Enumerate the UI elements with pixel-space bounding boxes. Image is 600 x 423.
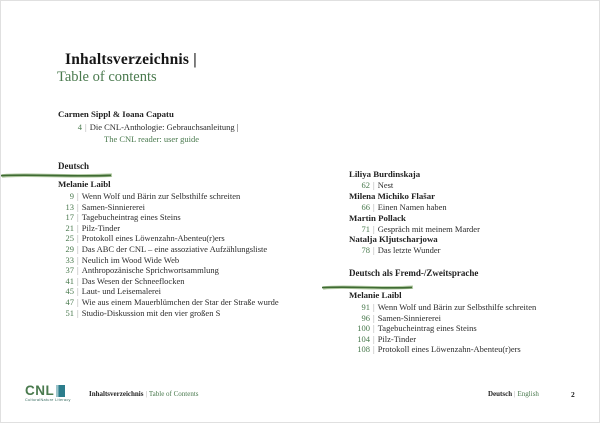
toc-separator: | — [373, 323, 375, 334]
toc-separator: | — [373, 245, 375, 256]
toc-separator: | — [373, 179, 375, 190]
toc-page-number: 13 — [65, 201, 74, 212]
footer-language-label — [488, 390, 539, 398]
toc-page-number: 96 — [361, 312, 370, 323]
toc-entry — [66, 122, 308, 133]
toc-page-number: 33 — [65, 254, 74, 265]
page-number: 2 — [571, 390, 575, 399]
footer-section-english: Table of Contents — [148, 390, 199, 398]
toc-page-number: 47 — [65, 296, 74, 307]
author-name: Liliya Burdinskaja — [349, 169, 421, 179]
author-name: Melanie Laibl — [58, 179, 111, 189]
toc-entry-title: Samen-Sinniererei — [81, 201, 145, 212]
toc-entry-title: Tagebucheintrag eines Steins — [81, 212, 181, 223]
toc-entry — [58, 202, 338, 213]
toc-entry-title: Das ABC der CNL – eine assoziative Aufzählungsliste — [81, 243, 268, 254]
toc-separator: | — [77, 212, 79, 223]
author-name: Natalja Kljutscharjowa — [349, 234, 438, 245]
toc-page-number: 41 — [65, 275, 74, 286]
toc-separator: | — [77, 201, 79, 212]
toc-entry — [349, 302, 589, 313]
toc-entry-title: Pilz-Tinder — [377, 333, 417, 344]
toc-page-number: 51 — [65, 307, 74, 318]
cnl-logo-block-icon — [56, 385, 65, 397]
toc-entry-title: Gespräch mit meinem Marder — [377, 223, 480, 234]
toc-separator: | — [373, 312, 375, 323]
right-column-authors — [349, 169, 589, 256]
toc-entry — [58, 244, 338, 255]
page-title-german: Inhaltsverzeichnis | — [65, 51, 197, 68]
intro-block — [58, 109, 308, 144]
footer-separator: | — [145, 390, 147, 398]
toc-entry-title: Protokoll eines Löwenzahn-Abenteu(r)ers — [377, 344, 521, 355]
toc-separator: | — [77, 222, 79, 233]
toc-separator: | — [77, 233, 79, 244]
toc-separator: | — [77, 275, 79, 286]
toc-entry — [349, 344, 589, 355]
author-name: Melanie Laibl — [349, 290, 402, 300]
toc-entry-title: Tagebucheintrag eines Steins — [377, 323, 477, 334]
cnl-logo-text: CNL — [25, 383, 55, 398]
toc-separator: | — [373, 333, 375, 344]
right-column-daf — [349, 290, 589, 355]
toc-entry-title: Wenn Wolf und Bärin zur Selbsthilfe schreiten — [377, 302, 537, 312]
toc-page-number: 25 — [65, 233, 74, 244]
toc-page-number: 62 — [361, 179, 370, 190]
toc-entry — [58, 255, 338, 266]
toc-page-number: 78 — [361, 245, 370, 256]
toc-separator: | — [373, 302, 375, 312]
toc-entry — [349, 245, 589, 256]
toc-separator: | — [373, 201, 375, 212]
toc-separator: | — [77, 296, 79, 307]
toc-separator: | — [77, 265, 79, 276]
toc-entry-title: Neulich im Wood Wide Web — [81, 254, 180, 265]
toc-entry — [58, 308, 338, 319]
toc-entry — [349, 224, 589, 235]
toc-entry-title: Das Wesen der Schneeflocken — [81, 275, 185, 286]
toc-separator: | — [77, 307, 79, 318]
toc-separator: | — [77, 243, 79, 254]
toc-entry — [58, 297, 338, 308]
toc-page-number: 9 — [69, 191, 74, 201]
toc-separator: | — [85, 122, 87, 132]
cnl-logo — [25, 384, 85, 402]
footer-language-english: English — [517, 390, 539, 398]
toc-page-number: 21 — [65, 222, 74, 233]
left-column — [58, 179, 338, 318]
toc-entry — [349, 334, 589, 345]
toc-page-number: 45 — [65, 286, 74, 297]
toc-entry — [349, 180, 589, 191]
toc-page-number: 29 — [65, 243, 74, 254]
toc-entry-title: Wenn Wolf und Bärin zur Selbsthilfe schreiten — [81, 191, 241, 201]
toc-separator: | — [373, 344, 375, 355]
toc-entry-subtitle-english: The CNL reader: user guide — [104, 133, 200, 144]
toc-entry-title: Die CNL-Anthologie: Gebrauchsanleitung | — [89, 122, 239, 132]
toc-page-number: 66 — [361, 201, 370, 212]
toc-entry-title: Pilz-Tinder — [81, 222, 121, 233]
page-title-english: Table of contents — [57, 69, 157, 85]
toc-entry — [58, 233, 338, 244]
toc-page-number: 104 — [357, 333, 370, 344]
toc-separator: | — [77, 254, 79, 265]
toc-page-number: 71 — [361, 223, 370, 234]
toc-entry — [349, 323, 589, 334]
toc-entry — [58, 212, 338, 223]
footer-language-german: Deutsch — [488, 390, 513, 398]
toc-page-number: 37 — [65, 265, 74, 276]
toc-entry-title: Das letzte Wunder — [377, 245, 441, 256]
toc-page-number: 91 — [361, 302, 370, 312]
toc-entry — [349, 313, 589, 324]
toc-entry — [58, 265, 338, 276]
section-heading-daf: Deutsch als Fremd-/Zweitsprache — [349, 268, 479, 278]
toc-separator: | — [77, 191, 79, 201]
toc-entry-title: Einen Namen haben — [377, 201, 447, 212]
toc-entry — [349, 202, 589, 213]
toc-entry-title: Nest — [377, 179, 394, 190]
toc-entry — [58, 191, 338, 202]
footer-section-label — [89, 390, 199, 398]
section-heading-deutsch: Deutsch — [58, 161, 89, 171]
toc-page-number: 108 — [357, 344, 370, 355]
cnl-logo-tagline: CulturalNature Literacy — [25, 398, 71, 402]
footer-separator: | — [514, 390, 516, 398]
toc-entry-title: Samen-Sinniererei — [377, 312, 441, 323]
author-name: Carmen Sippl & Ioana Capatu — [58, 109, 174, 119]
toc-entry — [58, 276, 338, 287]
toc-entry-title: Laut- und Leisemalerei — [81, 286, 162, 297]
toc-entry-title: Protokoll eines Löwenzahn-Abenteu(r)ers — [81, 233, 225, 244]
toc-entry-title: Studio-Diskussion mit den vier großen S — [81, 307, 221, 318]
toc-separator: | — [373, 223, 375, 234]
toc-entry — [58, 286, 338, 297]
author-name: Milena Michiko Flašar — [349, 190, 436, 201]
toc-entry-title: Wie aus einem Mauerblümchen der Star der Straße wurde — [81, 296, 279, 307]
toc-page-number: 100 — [357, 323, 370, 334]
toc-page-number: 17 — [65, 212, 74, 223]
toc-separator: | — [77, 286, 79, 297]
toc-entry-title: Anthropozänische Sprichwortsammlung — [81, 265, 219, 276]
author-name: Martin Pollack — [349, 212, 406, 223]
toc-page-number: 4 — [77, 122, 82, 132]
footer-section-german: Inhaltsverzeichnis — [89, 390, 144, 398]
toc-entry — [58, 223, 338, 234]
